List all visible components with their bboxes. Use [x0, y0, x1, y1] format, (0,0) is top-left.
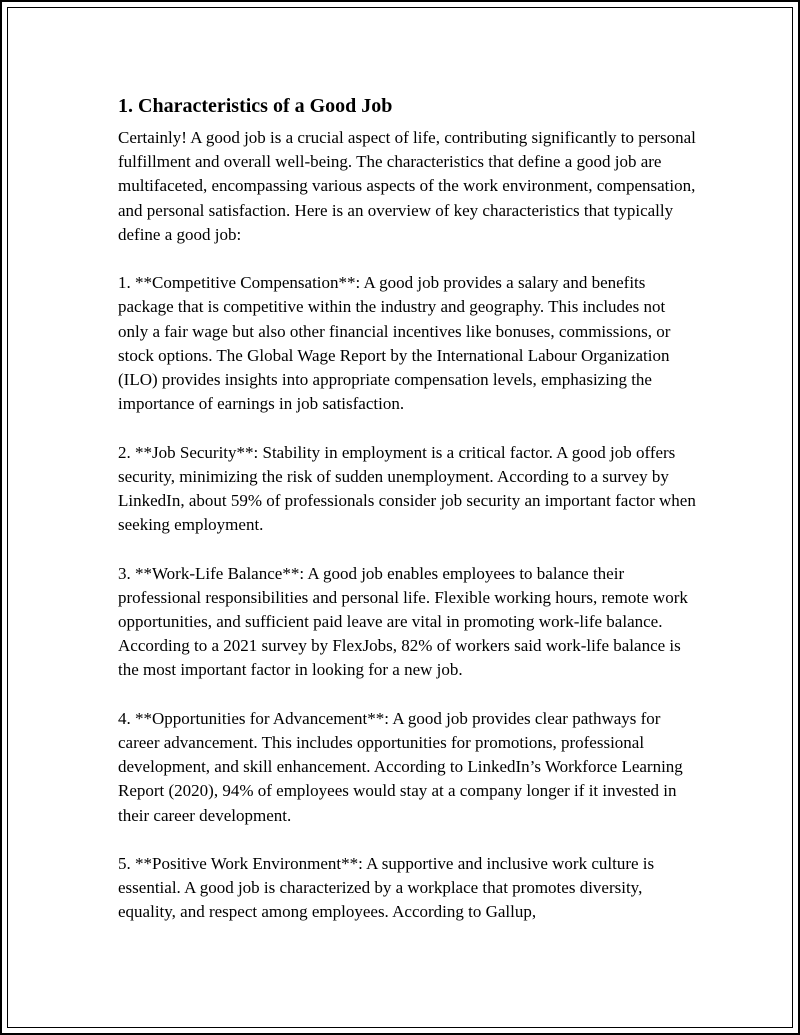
section-heading: 1. Characteristics of a Good Job: [118, 95, 393, 117]
intro-paragraph: Certainly! A good job is a crucial aspect of life, contributing significantly to personal fulfillment and overall well-being. The characteristics that define a good job are multifaceted, encompassing various aspects of the work environment, compensation, and personal satisfaction. Here is an overview of key characteristics that typically define a good job:: [118, 128, 696, 244]
paragraph-competitive-compensation: 1. **Competitive Compensation**: A good job provides a salary and benefits package that is competitive within the industry and geography. This includes not only a fair wage but also other financial incentives like bonuses, commissions, or stock options. The Global Wage Report by the International Labour Organization (ILO) provides insights into appropriate compensation levels, emphasizing the importance of earnings in job satisfaction.: [118, 273, 671, 414]
paragraph-job-security: 2. **Job Security**: Stability in employment is a critical factor. A good job offers security, minimizing the risk of sudden unemployment. According to a survey by LinkedIn, about 59% of professionals consider job security an important factor when seeking employment.: [118, 442, 696, 535]
document-body: [118, 92, 698, 949]
paragraph-work-life-balance: 3. **Work-Life Balance**: A good job enables employees to balance their professional responsibilities and personal life. Flexible working hours, remote work opportunities, and sufficient paid leave are vital in promoting work-life balance. According to a 2021 survey by FlexJobs, 82% of workers said work-life balance is the most important factor in looking for a new job.: [118, 563, 688, 680]
paragraph-positive-work-environment: 5. **Positive Work Environment**: A supportive and inclusive work culture is essential. A good job is characterized by a workplace that promotes diversity, equality, and respect among employees. According to Gallup,: [118, 854, 655, 922]
paragraph-opportunities-for-advancement: 4. **Opportunities for Advancement**: A good job provides clear pathways for career advancement. This includes opportunities for promotions, professional development, and skill enhancement. According to LinkedIn’s Workforce Learning Report (2020), 94% of employees would stay at a company longer if it invested in their career development.: [118, 708, 683, 825]
